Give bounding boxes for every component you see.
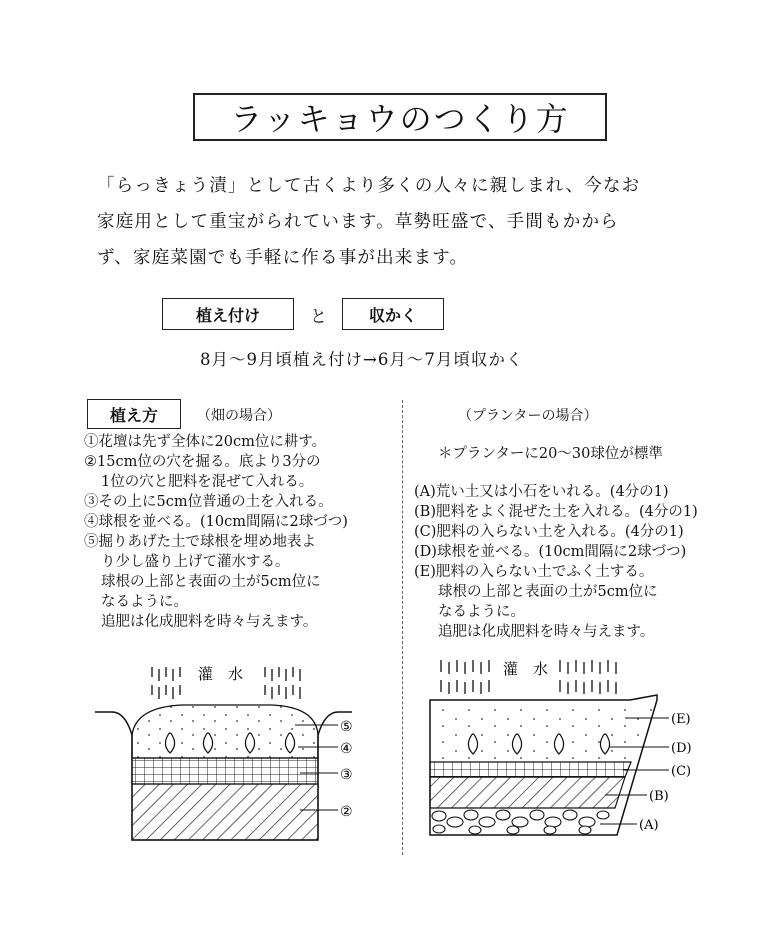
label-a: (A) — [639, 818, 659, 833]
list-item: 1位の穴と肥料を混ぜて入れる。 — [101, 474, 314, 490]
label-2: ② — [340, 804, 353, 820]
intro-line: ず、家庭菜園でも手軽に作る事が出来ます。 — [97, 248, 469, 268]
list-item: ④球根を並べる。(10cm間隔に2球づつ) — [84, 514, 348, 530]
list-item: (E)肥料の入らない土でふく土する。 — [414, 564, 654, 580]
field-subtitle: （畑の場合） — [197, 408, 281, 424]
list-item: (B)肥料をよく混ぜた土を入れる。(4分の1) — [414, 504, 698, 520]
method-heading — [87, 399, 181, 429]
cover-soil — [430, 705, 655, 762]
planting-tag — [162, 298, 294, 330]
label-3: ③ — [340, 767, 353, 783]
column-divider — [402, 400, 403, 855]
list-item: (D)球根を並べる。(10cm間隔に2球づつ) — [414, 544, 687, 560]
intro-line: 家庭用として重宝がられています。草勢旺盛で、手間もかから — [97, 212, 619, 232]
list-item: り少し盛り上げて灌水する。 — [101, 554, 290, 570]
planter-diagram — [425, 650, 725, 850]
label-4: ④ — [340, 741, 353, 757]
label-b: (B) — [649, 789, 669, 804]
planter-note: ＊プランターに20〜30球位が標準 — [438, 446, 663, 462]
list-item: ①花壇は先ず全体に20cm位に耕す。 — [84, 434, 327, 450]
planter-steps — [414, 482, 698, 642]
label-e: (E) — [671, 712, 691, 727]
schedule-text: 8月〜9月頃植え付け→6月〜7月頃収かく — [200, 350, 524, 369]
list-item: (A)荒い土又は小石をいれる。(4分の1) — [414, 484, 669, 500]
and-text: と — [310, 307, 327, 327]
watering-label: 灌 水 — [503, 660, 549, 678]
field-diagram — [90, 655, 390, 855]
field-steps — [84, 432, 348, 632]
page-title-text: ラッキョウのつくり方 — [230, 100, 570, 138]
plain-soil-layer — [430, 762, 631, 777]
planting-tag-label: 植え付け — [195, 305, 260, 325]
harvest-tag-label: 収かく — [368, 305, 417, 325]
label-5: ⑤ — [340, 719, 353, 735]
label-d: (D) — [671, 741, 692, 756]
fertilizer-layer — [132, 784, 318, 840]
list-item: 球根の上部と表面の土が5cm位に — [101, 574, 321, 590]
fertilizer-soil-layer — [430, 777, 625, 808]
intro-paragraph — [97, 168, 717, 276]
harvest-tag — [342, 298, 444, 330]
list-item: ⑤掘りあげた土で球根を埋め地表よ — [84, 534, 316, 550]
label-c: (C) — [671, 764, 692, 779]
list-item: 球根の上部と表面の土が5cm位に — [438, 584, 658, 600]
planter-subtitle: （プランターの場合） — [458, 408, 598, 424]
topsoil-layer — [132, 758, 318, 784]
intro-line: 「らっきょう漬」として古くより多くの人々に親しまれ、今なお — [97, 176, 641, 196]
stones-layer — [432, 810, 609, 834]
list-item: (C)肥料の入らない土を入れる。(4分の1) — [414, 524, 684, 540]
list-item: ②15cm位の穴を掘る。底より3分の — [84, 454, 321, 470]
list-item: 追肥は化成肥料を時々与えます。 — [101, 614, 318, 630]
method-heading-label: 植え方 — [109, 405, 158, 425]
list-item: ③その上に5cm位普通の土を入れる。 — [84, 494, 333, 510]
list-item: なるように。 — [438, 604, 525, 620]
list-item: なるように。 — [101, 594, 188, 610]
list-item: 追肥は化成肥料を時々与えます。 — [438, 624, 655, 640]
watering-label: 灌 水 — [198, 665, 244, 683]
page-title — [193, 93, 607, 141]
